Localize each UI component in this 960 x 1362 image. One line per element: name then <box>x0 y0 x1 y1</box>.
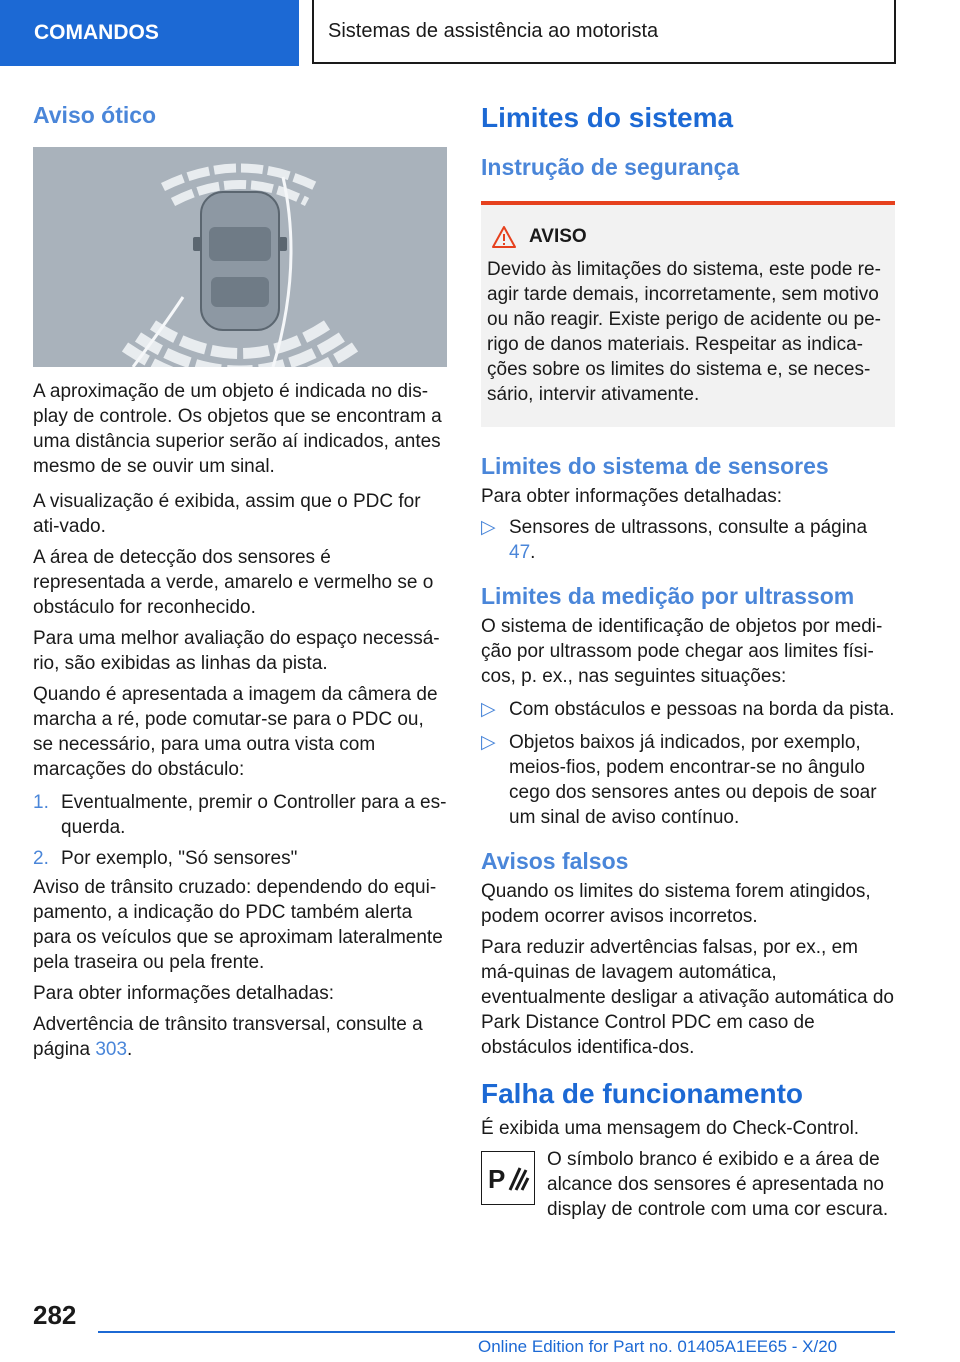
warning-text: Devido às limitações do sistema, este pode re-agir tarde demais, incorretamente, sem motivo ou não reagir. Existe perigo de acidente ou pe-rigo de danos materiais. Respeitar as indica-ções sobre os limites do sistema e, se neces-sário, intervir ativamente. <box>487 259 881 405</box>
heading-false-warnings: Avisos falsos <box>481 848 629 874</box>
paragraph: Para uma melhor avaliação do espaço necessá-rio, são exibidas as linhas da pista. <box>33 628 440 674</box>
text: Sensores de ultrassons, consulte a página <box>509 517 868 538</box>
footer-divider <box>98 1331 895 1333</box>
paragraph <box>33 1012 447 1062</box>
text: Advertência de trânsito transversal, consulte a página <box>33 1014 423 1060</box>
paragraph: O símbolo branco é exibido e a área de alcance dos sensores é apresentada no display de controle com uma cor escura. <box>547 1149 889 1220</box>
bullet-marker: ▷ <box>481 732 496 753</box>
chapter-header <box>312 0 896 64</box>
list-item <box>33 846 447 871</box>
pdc-display-image <box>33 147 447 367</box>
step-number: 1. <box>33 792 49 813</box>
bullet-text <box>509 515 895 565</box>
svg-text:P: P <box>488 1164 506 1194</box>
list-item <box>33 790 447 840</box>
paragraph: É exibida uma mensagem do Check-Control. <box>481 1118 860 1139</box>
warning-box <box>481 201 895 427</box>
bullet-marker: ▷ <box>481 517 496 538</box>
paragraph: Para obter informações detalhadas: <box>481 486 783 507</box>
paragraph: Para obter informações detalhadas: <box>33 983 335 1004</box>
page-link-47[interactable]: 47 <box>509 542 531 563</box>
step-text: Eventualmente, premir o Controller para a es-querda. <box>61 792 447 838</box>
step-number: 2. <box>33 848 49 869</box>
heading-safety-instruction: Instrução de segurança <box>481 154 740 180</box>
bullet-marker: ▷ <box>481 699 496 720</box>
paragraph: Quando os limites do sistema forem atingidos, podem ocorrer avisos incorretos. <box>481 881 871 927</box>
chapter-title: Sistemas de assistência ao motorista <box>328 19 659 42</box>
page-link-303[interactable]: 303 <box>95 1039 128 1060</box>
page-number: 282 <box>33 1300 77 1330</box>
paragraph: A visualização é exibida, assim que o PDC for ati-vado. <box>33 491 421 537</box>
symbol-row <box>481 1147 895 1222</box>
warning-label: AVISO <box>529 226 587 247</box>
bullet-text: Com obstáculos e pessoas na borda da pista. <box>509 699 895 720</box>
list-item <box>481 697 895 722</box>
paragraph: A aproximação de um objeto é indicada no dis-play de controle. Os objetos que se encontram a uma distância superior serão aí indicados, antes mesmo de se ouvir um sinal. <box>33 381 442 477</box>
edition-footer: Online Edition for Part no. 01405A1EE65 - X/20 <box>478 1337 838 1356</box>
bullet-text: Objetos baixos já indicados, por exemplo, meios-fios, podem encontrar-se no ângulo cego dos sensores antes ou depois de soar um sinal de aviso contínuo. <box>509 732 877 828</box>
paragraph: Quando é apresentada a imagem da câmera de marcha a ré, pode comutar-se para o PDC ou, se necessário, para uma outra vista com marcações do obstáculo: <box>33 684 438 780</box>
heading-malfunction: Falha de funcionamento <box>481 1078 804 1109</box>
section-tab <box>0 0 299 66</box>
warning-triangle-icon <box>491 225 517 249</box>
paragraph: Para reduzir advertências falsas, por ex., em má-quinas de lavagem automática, eventualmente desligar a ativação automática do Park Distance Control PDC em caso de obstáculos identifica-dos. <box>481 937 894 1058</box>
text: . <box>530 542 536 563</box>
pdc-symbol-icon <box>481 1151 535 1205</box>
warning-title <box>491 225 885 249</box>
right-column <box>481 96 895 1222</box>
car-sensor-icon <box>33 147 447 367</box>
step-list <box>33 790 447 871</box>
step-text: Por exemplo, "Só sensores" <box>61 848 298 869</box>
paragraph: A área de detecção dos sensores é representada a verde, amarelo e vermelho se o obstáculo for reconhecido. <box>33 547 434 618</box>
list-item <box>481 730 895 830</box>
left-column <box>33 96 447 1062</box>
heading-system-limits: Limites do sistema <box>481 102 734 133</box>
list-item <box>481 515 895 565</box>
paragraph: Aviso de trânsito cruzado: dependendo do equi-pamento, a indicação do PDC também alerta para os veículos que se aproximam lateralmente pela traseira ou pela frente. <box>33 877 443 973</box>
heading-sensor-limits: Limites do sistema de sensores <box>481 453 829 479</box>
paragraph: O sistema de identificação de objetos por medi-ção por ultrassom pode chegar aos limites físi-cos, p. ex., nas seguintes situações: <box>481 616 883 687</box>
text: . <box>127 1039 133 1060</box>
heading-ultrasound-limits: Limites da medição por ultrassom <box>481 583 855 609</box>
heading-visual-warning: Aviso ótico <box>33 102 157 128</box>
section-label: COMANDOS <box>34 21 159 44</box>
park-distance-icon <box>486 1158 530 1198</box>
